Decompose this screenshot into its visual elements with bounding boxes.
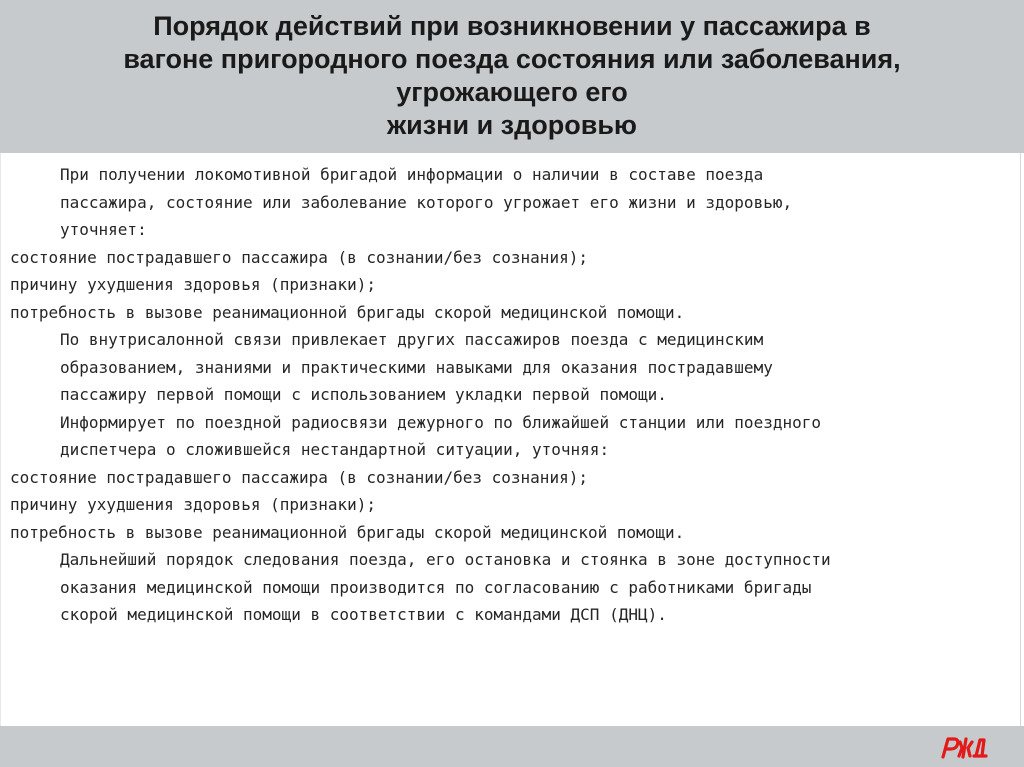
paragraph-line: Информирует по поездной радиосвязи дежурного по ближайшей станции или поездного: [60, 412, 821, 432]
list-item: причину ухудшения здоровья (признаки);: [10, 275, 377, 294]
paragraph-line: пассажиру первой помощи с использованием укладки первой помощи.: [60, 385, 667, 404]
title-line: жизни и здоровью: [387, 110, 637, 140]
title-line: Порядок действий при возникновении у пассажира в: [153, 11, 871, 41]
list-item: причину ухудшения здоровья (признаки);: [10, 495, 377, 514]
paragraph-intercom: [0, 326, 1010, 409]
paragraph-line: диспетчера о сложившейся нестандартной ситуации, уточняя:: [60, 440, 610, 459]
paragraph-line: Дальнейший порядок следования поезда, его остановка и стоянка в зоне доступности: [60, 550, 831, 569]
paragraph-receiving-info: [0, 161, 1010, 244]
paragraph-line: уточняет:: [60, 220, 147, 239]
paragraph-line: По внутрисалонной связи привлекает других пассажиров поезда с медицинским: [60, 330, 764, 349]
slide-body: [0, 161, 1010, 629]
paragraph-line: оказания медицинской помощи производится по согласованию с работниками бригады: [60, 577, 812, 597]
paragraph-line: При получении локомотивной бригадой информации о наличии в составе поезда: [60, 165, 764, 184]
paragraph-further-procedure: [0, 546, 1010, 629]
paragraph-radio: [0, 409, 1010, 464]
list-item: состояние пострадавшего пассажира (в сознании/без сознания);: [10, 247, 588, 267]
title-line: угрожающего его: [396, 77, 628, 107]
title-bar: [0, 0, 1024, 153]
footer-bar: [0, 726, 1024, 767]
list-item: состояние пострадавшего пассажира (в сознании/без сознания);: [10, 467, 588, 487]
list-item: потребность в вызове реанимационной бригады скорой медицинской помощи.: [10, 522, 685, 542]
list-item: потребность в вызове реанимационной бригады скорой медицинской помощи.: [10, 302, 685, 322]
slide-title: [0, 10, 1024, 142]
rzd-logo-icon: [938, 734, 990, 760]
title-line: вагоне пригородного поезда состояния или заболевания,: [123, 44, 901, 74]
paragraph-line: пассажира, состояние или заболевание которого угрожает его жизни и здоровью,: [60, 192, 793, 212]
paragraph-line: образованием, знаниями и практическими навыками для оказания пострадавшему: [60, 357, 773, 377]
paragraph-line: скорой медицинской помощи в соответствии с командами ДСП (ДНЦ).: [60, 605, 667, 624]
